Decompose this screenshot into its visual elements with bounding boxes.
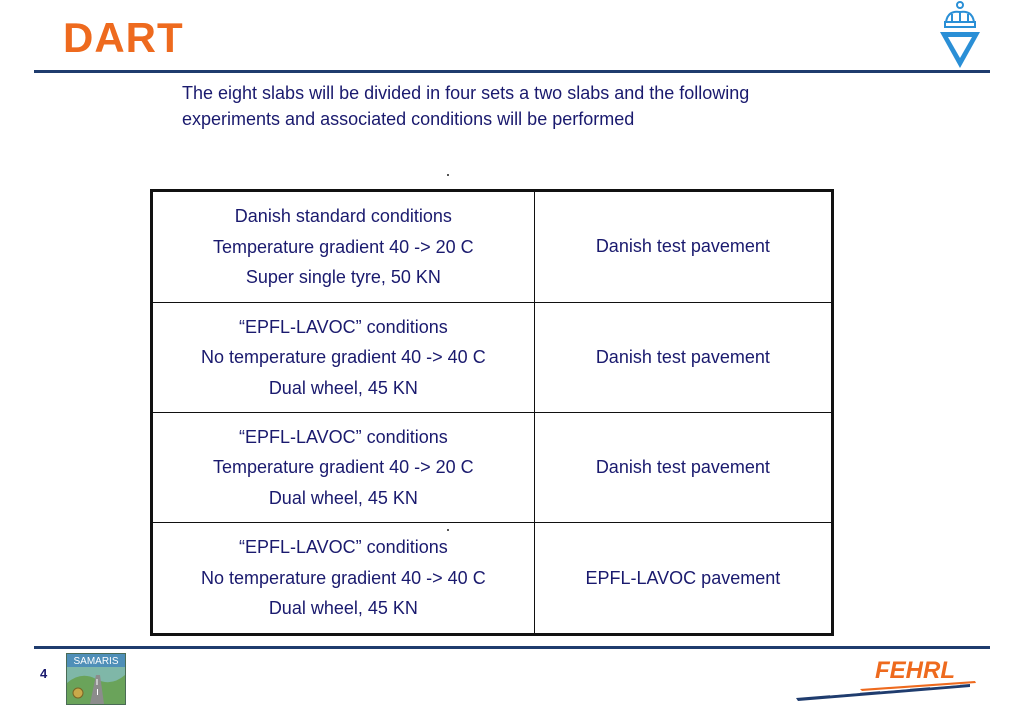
condition-line: “EPFL-LAVOC” conditions bbox=[238, 537, 448, 558]
conditions-table bbox=[150, 189, 834, 636]
condition-line: Super single tyre, 50 KN bbox=[245, 267, 441, 288]
royal-crest-icon bbox=[936, 0, 984, 70]
condition-line: “EPFL-LAVOC” conditions bbox=[238, 426, 448, 447]
condition-line: “EPFL-LAVOC” conditions bbox=[238, 316, 448, 337]
conditions-cell bbox=[152, 523, 535, 635]
fehrl-logo bbox=[790, 654, 980, 704]
conditions-cell bbox=[152, 412, 535, 522]
samaris-logo-label: SAMARIS bbox=[73, 656, 119, 667]
page-number: 4 bbox=[40, 666, 48, 681]
condition-line: Dual wheel, 45 KN bbox=[268, 598, 418, 619]
slide-title: DART bbox=[63, 14, 184, 61]
conditions-cell bbox=[152, 191, 535, 303]
table-row bbox=[152, 412, 833, 522]
fehrl-logo-label: FEHRL bbox=[875, 657, 955, 684]
pavement-cell: EPFL-LAVOC pavement bbox=[534, 523, 832, 635]
condition-line: Dual wheel, 45 KN bbox=[268, 377, 418, 398]
samaris-logo bbox=[66, 653, 126, 705]
footer-divider bbox=[34, 646, 990, 649]
pavement-cell: Danish test pavement bbox=[534, 412, 832, 522]
condition-line: Temperature gradient 40 -> 20 C bbox=[213, 457, 474, 478]
table-row bbox=[152, 523, 833, 635]
header-divider bbox=[34, 70, 990, 73]
pavement-cell: Danish test pavement bbox=[534, 302, 832, 412]
table-row bbox=[152, 302, 833, 412]
condition-line: No temperature gradient 40 -> 40 C bbox=[201, 567, 486, 588]
table-row bbox=[152, 191, 833, 303]
intro-text: The eight slabs will be divided in four sets a two slabs and the following experiments and associated conditions will be performed bbox=[182, 83, 750, 129]
condition-line: Dual wheel, 45 KN bbox=[268, 487, 418, 508]
condition-line: Danish standard conditions bbox=[234, 206, 452, 227]
pavement-cell: Danish test pavement bbox=[534, 191, 832, 303]
condition-line: Temperature gradient 40 -> 20 C bbox=[213, 236, 474, 257]
conditions-cell bbox=[152, 302, 535, 412]
stray-dot bbox=[447, 174, 449, 176]
condition-line: No temperature gradient 40 -> 40 C bbox=[201, 347, 486, 368]
